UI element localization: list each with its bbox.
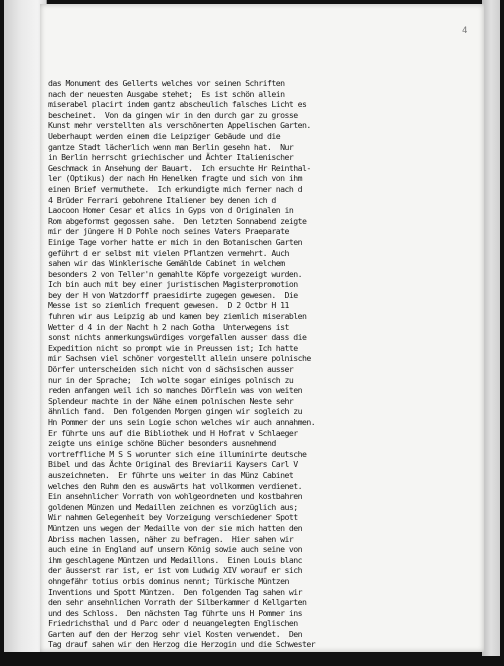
text-line: bey der H von Watzdorff praesidirte zugegen gewesen. Die (48, 289, 298, 300)
text-line: Laocoon Homer Cesar et alics in Gyps von d Originalen in (48, 205, 294, 216)
text-line: geführt d er selbst mit vielen Pflantzen vermehrt. Auch (48, 247, 289, 258)
text-line: fuhren wir aus Leipzig ab und kamen bey ziemlich miserablen (48, 311, 307, 322)
text-line: Geschmack in Ansehung der Bauart. Ich ersuchte Hr Reinthal- (48, 162, 311, 173)
typewritten-text (48, 78, 424, 650)
text-line: Einige Tage vorher hatte er mich in den Botanischen Garten (48, 236, 302, 247)
text-line: in Berlin herrscht griechischer und Ächter Italienischer (48, 152, 294, 163)
text-line: Expedition nicht so prompt wie in Preussen ist; Ich hatte (48, 342, 298, 353)
text-line: bescheinet. Von da gingen wir in den durch gar zu grosse (48, 109, 298, 120)
text-line: Messe ist so ziemlich frequent gewesen. D 2 Octbr H 11 (48, 300, 289, 311)
text-line: mir der jüngere H D Pohle noch seines Vaters Praeparate (48, 226, 289, 237)
text-line: Dörfer unterscheiden sich nicht von d sächsischen ausser (48, 364, 294, 375)
text-line: goldenen Münzen und Medaillen zeichnen es vorzüglich aus; (48, 501, 298, 512)
text-line: 4 Brüder Ferrari gebohrene Italiener bey denen ich d (48, 194, 276, 205)
text-line: und des Schloss. Den nächsten Tag führte uns H Pommer ins (48, 607, 302, 618)
text-line: Müntzen uns wegen der Medaille von der sie mich hatten den (48, 522, 302, 533)
text-line: Bibel und das Ächte Original des Breviarii Kaysers Carl V (48, 459, 298, 470)
text-line: Ich bin auch mit bey einer juristischen Magisterpromotion (48, 279, 298, 290)
text-line: ler (Optikus) der nach Hn Henelken fragte und sich von ihm (48, 173, 302, 184)
text-line: welches den Ruhm den es auswärts hat vollkommen verdienet. (48, 480, 302, 491)
text-line: Tag drauf sahen wir den Herzog die Herzogin und die Schwester (48, 639, 316, 650)
text-line: einen Brief vermuthete. Ich erkundigte mich ferner nach d (48, 183, 302, 194)
text-line: ohngefähr totius orbis dominus nennt; Türkische Müntzen (48, 575, 289, 586)
text-line: den sehr ansehnlichen Vorrath der Silberkammer d Kellgarten (48, 597, 307, 608)
text-line: das Monument des Gellerts welches vor seinen Schriften (48, 78, 285, 88)
text-line: Splendeur machte in der Nähe einem polnischen Neste sehr (48, 395, 294, 406)
text-line: sahen wir das Winklerische Gemählde Cabinet in welchem (48, 258, 285, 269)
text-line: gantze Stadt lächerlich wenn man Berlin gesehn hat. Nur (48, 141, 294, 152)
text-line: besonders 2 von Teller'n gemahlte Köpfe vorgezeigt wurden. (48, 268, 302, 279)
text-line: Abriss machen lassen, näher zu befragen. Hier sahen wir (48, 533, 294, 544)
text-line: reden anfangen weil ich so manches Dörflein was von weiten (48, 385, 302, 396)
text-line: Inventions und Spott Müntzen. Den folgenden Tag sahen wir (48, 586, 302, 597)
page-number: 4 (462, 26, 468, 36)
text-line: Kunst mehr verstellten als verschönerten Appelischen Garten. (48, 120, 311, 131)
text-line: Rom abgeformst gegossen sahe. Den letzten Sonnabend zeigte (48, 215, 307, 226)
text-line: Wetter d 4 in der Nacht h 2 nach Gotha Unterwegens ist (48, 321, 289, 332)
text-line: miserabel placirt indem gantz abscheulich falsches Licht es (48, 99, 307, 110)
text-line: auch eine in England auf unsern König sowie auch seine von (48, 544, 302, 555)
text-line: sonst nichts anmerkungswürdiges vorgefallen ausser dass die (48, 332, 307, 343)
text-line: Hn Pommer der uns sein Logie schon welches wir auch annahmen. (48, 417, 316, 427)
text-line: zeigte uns einige schöne Bücher besonders ausnehmend (48, 438, 276, 449)
text-line: nur in der Sprache; Ich wolte sogar einiges polnisch zu (48, 374, 294, 385)
text-line: mir Sachsen viel schöner vorgestellt allein unsere polnische (48, 353, 311, 364)
text-line: auszeichneten. Er führte uns weiter in das Münz Cabinet (48, 469, 294, 480)
text-line: Wir nahmen Gelegenheit bey Vorzeigung verschiedener Spott (48, 512, 298, 523)
text-line: Friedrichsthal und d Parc oder d neuangelegten Englischen (48, 618, 298, 629)
text-line: Er führte uns auf die Bibliothek und H Hofrat v Schlaeger (48, 427, 298, 438)
text-line: Ueberhaupt werden einem die Leipziger Gebäude und die (48, 130, 281, 141)
text-line: nach der neuesten Ausgabe stehet; Es ist schön allein (48, 88, 285, 99)
text-line: ihm geschlagene Müntzen und Medaillons. Einen Louis blanc (48, 554, 302, 565)
text-line: Ein ansehnlicher Vorrath von wohlgeordneten und kostbahren (48, 491, 302, 502)
text-line: Garten auf den der Herzog sehr viel Kosten verwendet. Den (48, 628, 302, 639)
text-line: vortreffliche M S S worunter sich eine illuminirte deutsche (48, 448, 307, 459)
right-page-edge (482, 0, 500, 656)
text-line: ähnlich fand. Den folgenden Morgen gingen wir sogleich zu (48, 406, 302, 417)
text-line: der äusserst rar ist, er ist vom Ludwig XIV worauf er sich (48, 565, 302, 576)
